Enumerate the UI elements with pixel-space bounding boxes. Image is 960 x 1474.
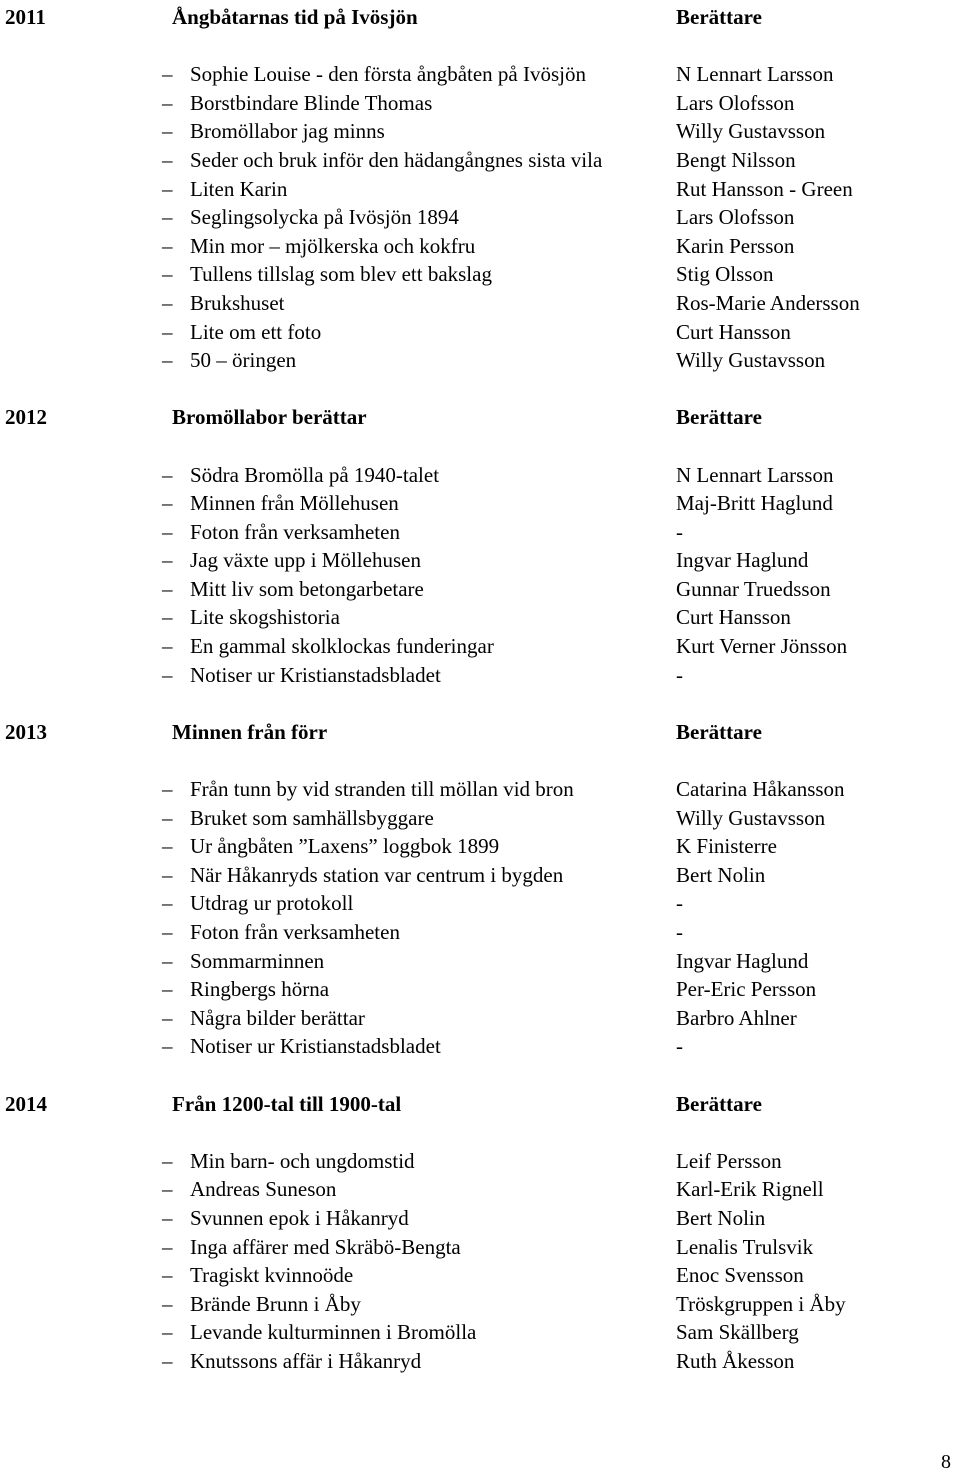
list-dash: – [162,548,173,573]
story-row [0,975,960,1004]
story-list [0,461,960,690]
list-dash: – [162,147,173,172]
list-dash: – [162,519,173,544]
story-title [162,146,650,175]
story-title-text: Lite skogshistoria [190,605,340,630]
story-row [0,918,960,947]
list-dash: – [162,777,173,802]
list-dash: – [162,62,173,87]
story-title-text: Brände Brunn i Åby [190,1291,361,1316]
section-heading: Ångbåtarnas tid på Ivösjön [172,5,418,29]
story-title [162,117,650,146]
story-narrator: Curt Hansson [676,319,791,344]
year-section [0,3,960,375]
story-narrator: Karin Persson [676,233,795,258]
story-title [162,775,650,804]
story-row [0,861,960,890]
story-row [0,1004,960,1033]
story-row [0,889,960,918]
story-narrator: - [676,891,683,916]
story-narrator: Tröskgruppen i Åby [676,1291,846,1316]
story-title-text: Foton från verksamheten [190,920,400,944]
story-row [0,117,960,146]
story-narrator: Kurt Verner Jönsson [676,634,848,659]
list-dash: – [162,90,173,115]
list-dash: – [162,491,173,516]
story-list [0,775,960,1061]
story-title [162,804,650,833]
story-title-text: Borstbindare Blinde Thomas [190,90,433,115]
story-row [0,1261,960,1290]
section-year: 2011 [5,5,46,29]
story-row [0,1233,960,1262]
list-dash: – [162,1348,173,1373]
story-title-text: Ringbergs hörna [190,977,330,1002]
story-title [162,546,650,575]
story-title-text: Ur ångbåten ”Laxens” loggbok 1899 [190,834,500,859]
section-heading: Från 1200-tal till 1900-tal [172,1091,402,1116]
story-title-text: Några bilder berättar [190,1005,365,1030]
story-title-text: Brukshuset [190,290,285,315]
story-title [162,632,650,661]
narrator-column-header: Berättare [676,5,762,29]
story-narrator: Bert Nolin [676,862,766,887]
story-narrator: Willy Gustavsson [676,805,826,830]
story-title-text: Södra Bromölla på 1940-talet [190,462,440,487]
story-title [162,603,650,632]
story-title [162,1032,650,1061]
story-list [0,1147,960,1376]
story-title-text: Svunnen epok i Håkanryd [190,1205,409,1230]
story-title-text: Från tunn by vid stranden till möllan vid bron [190,777,574,802]
story-title-text: Tragiskt kvinnoöde [190,1263,354,1288]
list-dash: – [162,920,173,944]
list-dash: – [162,205,173,230]
story-title-text: Notiser ur Kristianstadsbladet [190,662,441,687]
story-narrator: Willy Gustavsson [676,348,826,373]
story-narrator: Enoc Svensson [676,1263,804,1288]
list-dash: – [162,462,173,487]
story-row [0,60,960,89]
story-row [0,661,960,690]
story-title-text: Mitt liv som betongarbetare [190,576,424,601]
story-narrator: Gunnar Truedsson [676,576,831,601]
story-narrator: Catarina Håkansson [676,777,845,802]
section-heading: Bromöllabor berättar [172,405,367,430]
list-dash: – [162,605,173,630]
story-row [0,632,960,661]
story-title [162,1147,650,1176]
narrator-column-header: Berättare [676,405,762,430]
story-row [0,1204,960,1233]
story-row [0,232,960,261]
list-dash: – [162,1263,173,1288]
list-dash: – [162,176,173,201]
section-year: 2013 [5,719,47,744]
story-title [162,575,650,604]
list-dash: – [162,1234,173,1259]
list-dash: – [162,977,173,1002]
story-row [0,603,960,632]
story-narrator: Karl-Erik Rignell [676,1177,824,1202]
story-title [162,1233,650,1262]
story-narrator: N Lennart Larsson [676,462,834,487]
story-narrator: Bengt Nilsson [676,147,796,172]
section-year: 2014 [5,1091,47,1116]
section-header-row [0,3,960,32]
story-narrator: Lars Olofsson [676,90,795,115]
story-title [162,1204,650,1233]
section-header-row [0,403,960,432]
story-title [162,489,650,518]
story-row [0,175,960,204]
year-section [0,718,960,1061]
story-row [0,1318,960,1347]
section-spacer [0,746,960,775]
section-spacer [0,32,960,61]
section-heading: Minnen från förr [172,719,328,744]
story-title-text: Knutssons affär i Håkanryd [190,1348,422,1373]
story-row [0,1147,960,1176]
story-row [0,804,960,833]
document-page [0,3,960,1404]
story-row [0,1175,960,1204]
list-dash: – [162,1291,173,1316]
story-narrator: Lars Olofsson [676,205,795,230]
story-title [162,518,650,547]
list-dash: – [162,862,173,887]
story-title [162,1261,650,1290]
story-narrator: Willy Gustavsson [676,119,826,144]
story-narrator: Per-Eric Persson [676,977,817,1002]
story-title-text: 50 – öringen [190,348,297,373]
story-narrator: Sam Skällberg [676,1320,799,1345]
list-dash: – [162,805,173,830]
story-row [0,947,960,976]
list-dash: – [162,1034,173,1059]
section-spacer [0,1118,960,1147]
story-title [162,832,650,861]
story-row [0,203,960,232]
story-title [162,1347,650,1376]
story-title-text: Lite om ett foto [190,319,322,344]
narrator-column-header: Berättare [676,1091,762,1116]
story-title-text: Sommarminnen [190,948,325,973]
story-row [0,289,960,318]
story-title-text: Seder och bruk inför den hädangångnes sista vila [190,147,603,172]
story-title [162,861,650,890]
story-row [0,546,960,575]
story-title-text: Foton från verksamheten [190,519,400,544]
story-title [162,89,650,118]
story-title-text: Minnen från Möllehusen [190,491,399,516]
list-dash: – [162,948,173,973]
story-narrator: Curt Hansson [676,605,791,630]
story-title [162,203,650,232]
story-row [0,461,960,490]
list-dash: – [162,233,173,258]
story-narrator: N Lennart Larsson [676,62,834,87]
list-dash: – [162,891,173,916]
section-spacer [0,432,960,461]
story-narrator: - [676,662,683,687]
story-title [162,260,650,289]
year-section [0,403,960,689]
list-dash: – [162,348,173,373]
story-row [0,146,960,175]
story-narrator: - [676,1034,683,1059]
story-narrator: Bert Nolin [676,1205,766,1230]
story-title-text: Utdrag ur protokoll [190,891,354,916]
story-row [0,775,960,804]
story-row [0,1032,960,1061]
story-row [0,489,960,518]
story-narrator: Leif Persson [676,1148,782,1173]
story-row [0,575,960,604]
story-row [0,518,960,547]
story-narrator: Barbro Ahlner [676,1005,797,1030]
story-title [162,346,650,375]
story-list [0,60,960,375]
list-dash: – [162,290,173,315]
story-title-text: En gammal skolklockas funderingar [190,634,494,659]
story-title [162,60,650,89]
story-title [162,975,650,1004]
story-title [162,1175,650,1204]
story-narrator: Lenalis Trulsvik [676,1234,814,1259]
list-dash: – [162,319,173,344]
narrator-column-header: Berättare [676,719,762,744]
story-title-text: Min mor – mjölkerska och kokfru [190,233,476,258]
story-title-text: Inga affärer med Skräbö-Bengta [190,1234,461,1259]
list-dash: – [162,834,173,859]
story-title [162,1290,650,1319]
story-narrator: K Finisterre [676,834,777,859]
story-title-text: Andreas Suneson [190,1177,337,1202]
list-dash: – [162,1148,173,1173]
story-title-text: Liten Karin [190,176,288,201]
story-narrator: Ingvar Haglund [676,948,809,973]
list-dash: – [162,1177,173,1202]
story-narrator: Stig Olsson [676,262,774,287]
story-title-text: När Håkanryds station var centrum i bygden [190,862,564,887]
list-dash: – [162,1320,173,1345]
story-title-text: Levande kulturminnen i Bromölla [190,1320,477,1345]
story-title-text: Notiser ur Kristianstadsbladet [190,1034,441,1059]
story-title [162,461,650,490]
story-title [162,232,650,261]
section-header-row [0,1090,960,1119]
story-title-text: Bromöllabor jag minns [190,119,385,144]
story-title-text: Bruket som samhällsbyggare [190,805,434,830]
story-narrator: - [676,920,683,944]
story-narrator: - [676,519,683,544]
story-title [162,947,650,976]
list-dash: – [162,262,173,287]
story-title [162,289,650,318]
story-row [0,318,960,347]
list-dash: – [162,1205,173,1230]
list-dash: – [162,662,173,687]
list-dash: – [162,1005,173,1030]
story-row [0,346,960,375]
story-narrator: Maj-Britt Haglund [676,491,833,516]
story-title [162,661,650,690]
year-section [0,1090,960,1376]
story-row [0,1290,960,1319]
story-row [0,260,960,289]
story-narrator: Rut Hansson - Green [676,176,853,201]
story-title [162,889,650,918]
section-header-row [0,718,960,747]
page-number: 8 [941,1451,951,1473]
story-title [162,1318,650,1347]
story-row [0,1347,960,1376]
story-title-text: Seglingsolycka på Ivösjön 1894 [190,205,459,230]
story-title-text: Sophie Louise - den första ångbåten på Ivösjön [190,62,586,87]
story-row [0,832,960,861]
story-narrator: Ingvar Haglund [676,548,809,573]
story-title-text: Jag växte upp i Möllehusen [190,548,421,573]
story-narrator: Ruth Åkesson [676,1348,795,1373]
list-dash: – [162,119,173,144]
story-title [162,1004,650,1033]
story-title [162,918,650,947]
story-title [162,175,650,204]
list-dash: – [162,634,173,659]
section-year: 2012 [5,405,47,430]
story-title-text: Tullens tillslag som blev ett bakslag [190,262,492,287]
story-title-text: Min barn- och ungdomstid [190,1148,415,1173]
story-row [0,89,960,118]
list-dash: – [162,576,173,601]
story-title [162,318,650,347]
story-narrator: Ros-Marie Andersson [676,290,860,315]
